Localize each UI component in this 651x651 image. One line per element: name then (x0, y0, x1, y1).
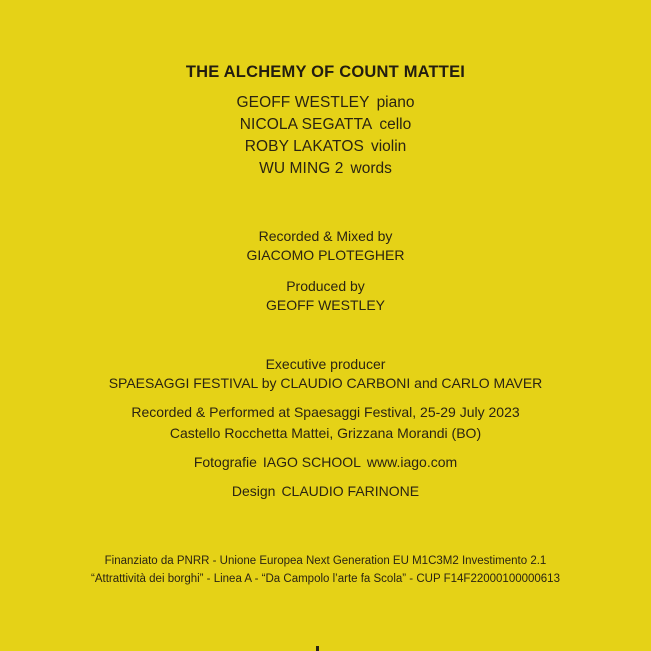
musician-name: ROBY LAKATOS (244, 138, 364, 155)
photo-credit (0, 454, 651, 470)
produced-name: GEOFF WESTLEY (265, 297, 385, 313)
design-name: CLAUDIO FARINONE (281, 483, 420, 499)
musician-role: violin (370, 138, 407, 155)
executive-producer-value: SPAESAGGI FESTIVAL by CLAUDIO CARBONI and CARLO MAVER (108, 375, 543, 391)
venue-line: Castello Rocchetta Mattei, Grizzana Morandi (BO) (169, 425, 482, 441)
recorded-mixed-label: Recorded & Mixed by (258, 228, 393, 244)
photo-url: www.iago.com (366, 454, 458, 470)
executive-producer-label: Executive producer (265, 356, 386, 372)
musician-credit (0, 138, 651, 156)
performed-at-line: Recorded & Performed at Spaesaggi Festival, 25-29 July 2023 (131, 404, 520, 420)
design-label: Design (231, 483, 276, 499)
crop-mark (316, 646, 319, 651)
musician-role: cello (379, 116, 412, 133)
recorded-mixed-name: GIACOMO PLOTEGHER (246, 247, 405, 263)
album-title: THE ALCHEMY OF COUNT MATTEI (185, 63, 466, 81)
musician-role: words (350, 160, 392, 177)
design-credit (0, 483, 651, 499)
funding-line: Finanziato da PNRR - Unione Europea Next Generation EU M1C3M2 Investimento 2.1 (104, 555, 547, 567)
musician-credit (0, 160, 651, 178)
photo-name: IAGO SCHOOL (262, 454, 361, 470)
produced-label: Produced by (286, 278, 365, 294)
musician-credit (0, 116, 651, 134)
musician-credit (0, 94, 651, 112)
musician-name: WU MING 2 (259, 160, 344, 177)
musician-role: piano (376, 94, 415, 111)
musician-name: NICOLA SEGATTA (239, 116, 373, 133)
photo-label: Fotografie (193, 454, 257, 470)
funding-details-line: “Attrattività dei borghi” - Linea A - “Da Campolo l’arte fa Scola” - CUP F14F22000100000613 (91, 573, 560, 585)
musician-name: GEOFF WESTLEY (236, 94, 370, 111)
